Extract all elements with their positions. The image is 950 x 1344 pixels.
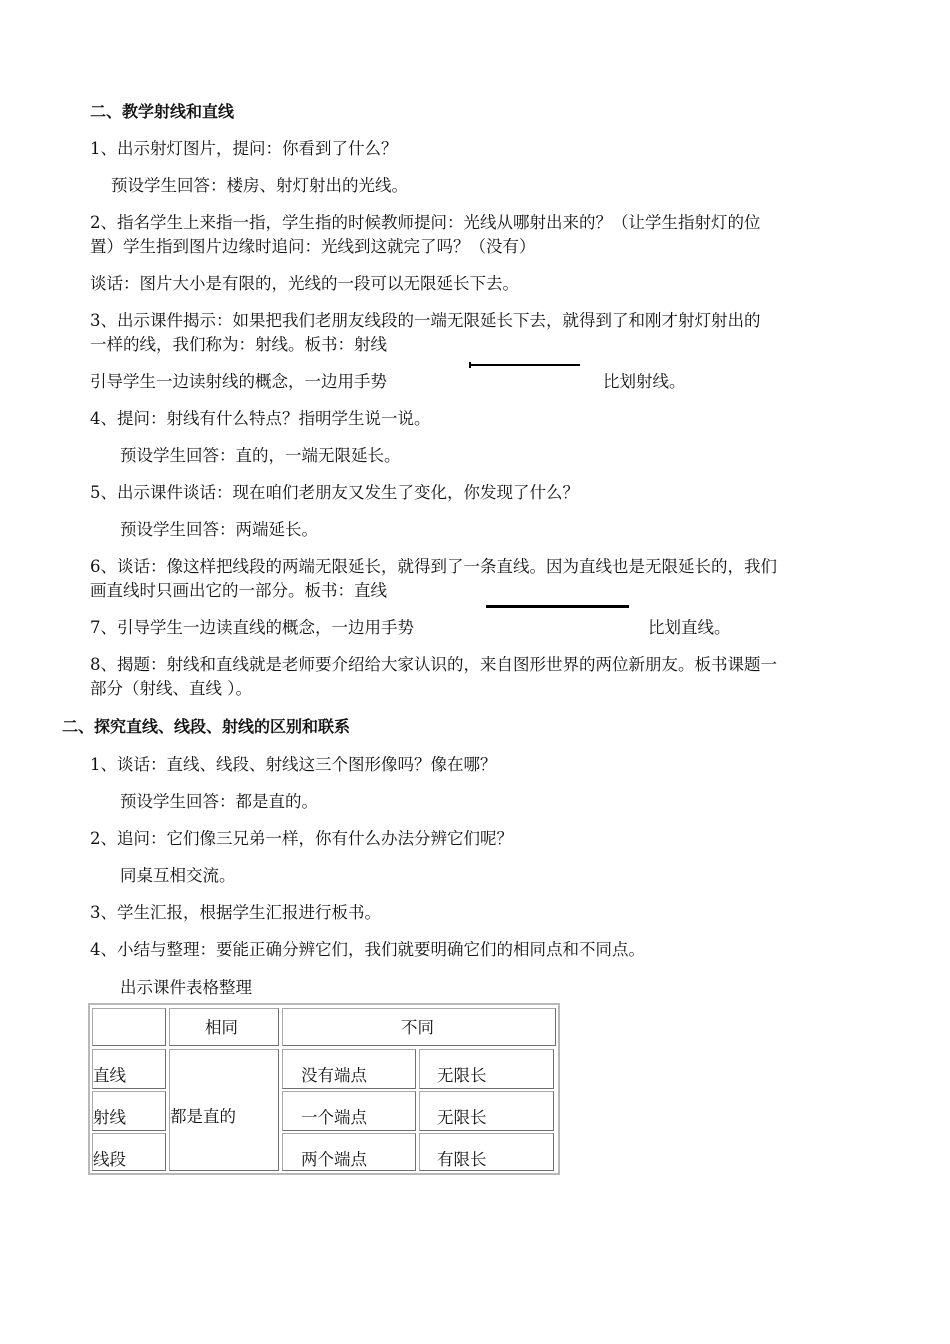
table-header-blank	[92, 1008, 166, 1046]
paragraph-6-line-1: 6、谈话：像这样把线段的两端无限延长，就得到了一条直线。因为直线也是无限延长的，我们	[90, 557, 777, 576]
question-1: 1、谈话：直线、线段、射线这三个图形像吗？像在哪？	[90, 755, 497, 774]
endpoints-line: 没有端点	[301, 1066, 367, 1085]
question-2-answer: 同桌互相交流。	[120, 866, 236, 885]
line-figure	[486, 605, 629, 608]
comparison-table	[88, 1003, 560, 1175]
question-3: 3、学生汇报，根据学生汇报进行板书。	[90, 903, 381, 922]
question-2: 2、追问：它们像三兄弟一样，你有什么办法分辨它们呢？	[90, 829, 513, 848]
table-cell-endpoints	[282, 1049, 416, 1089]
paragraph-7-right: 比划直线。	[648, 618, 731, 637]
paragraph-5-answer: 预设学生回答：两端延长。	[120, 520, 318, 539]
table-row-name	[92, 1091, 166, 1131]
paragraph-3-gesture-left: 引导学生一边读射线的概念，一边用手势	[90, 372, 387, 391]
endpoints-segment: 两个端点	[301, 1150, 367, 1169]
table-same-merged	[169, 1049, 279, 1171]
table-row-name	[92, 1049, 166, 1089]
table-cell-length	[419, 1133, 554, 1171]
paragraph-4-answer: 预设学生回答：直的，一端无限延长。	[120, 446, 401, 465]
paragraph-8-line-2: 部分（射线、直线 ）。	[90, 679, 252, 698]
paragraph-2-line-1: 2、指名学生上来指一指，学生指的时候教师提问：光线从哪射出来的？（让学生指射灯的位	[90, 213, 761, 232]
same-value-text: 都是直的	[170, 1107, 236, 1126]
question-1-answer: 预设学生回答：都是直的。	[120, 792, 318, 811]
paragraph-8-line-1: 8、揭题：射线和直线就是老师要介绍给大家认识的，来自图形世界的两位新朋友。板书课题一	[90, 655, 777, 674]
table-cell-length	[419, 1049, 554, 1089]
length-line: 无限长	[437, 1066, 487, 1085]
paragraph-3-gesture-right: 比划射线。	[603, 372, 686, 391]
row-name-line: 直线	[93, 1066, 126, 1085]
table-header-same	[169, 1008, 279, 1046]
header-diff-text: 不同	[401, 1018, 434, 1037]
table-header-diff	[282, 1008, 556, 1046]
paragraph-5: 5、出示课件谈话：现在咱们老朋友又发生了变化，你发现了什么？	[90, 483, 579, 502]
table-cell-length	[419, 1091, 554, 1131]
length-ray: 无限长	[437, 1108, 487, 1127]
row-name-ray: 射线	[93, 1108, 126, 1127]
paragraph-3-line-1: 3、出示课件揭示：如果把我们老朋友线段的一端无限延长下去，就得到了和刚才射灯射出的	[90, 311, 761, 330]
question-4-note: 出示课件表格整理	[120, 978, 252, 997]
paragraph-6-line-2: 画直线时只画出它的一部分。板书：直线	[90, 581, 387, 600]
table-cell-endpoints	[282, 1091, 416, 1131]
header-same-text: 相同	[205, 1018, 238, 1037]
paragraph-1: 1、出示射灯图片，提问：你看到了什么？	[90, 139, 398, 158]
length-segment: 有限长	[437, 1150, 487, 1169]
paragraph-2-talk: 谈话：图片大小是有限的，光线的一段可以无限延长下去。	[90, 274, 519, 293]
paragraph-4: 4、提问：射线有什么特点？指明学生说一说。	[90, 409, 431, 428]
section-heading-compare: 二、探究直线、线段、射线的区别和联系	[62, 717, 351, 736]
paragraph-7-left: 7、引导学生一边读直线的概念，一边用手势	[90, 618, 414, 637]
table-cell-endpoints	[282, 1133, 416, 1171]
row-name-segment: 线段	[93, 1150, 126, 1169]
table-row-name	[92, 1133, 166, 1171]
endpoints-ray: 一个端点	[301, 1108, 367, 1127]
paragraph-1-answer: 预设学生回答：楼房、射灯射出的光线。	[111, 176, 408, 195]
paragraph-2-line-2: 置）学生指到图片边缘时追问：光线到这就完了吗？（没有）	[90, 237, 536, 256]
paragraph-3-line-2: 一样的线，我们称为：射线。板书：射线	[90, 335, 387, 354]
section-heading-rays-lines: 二、教学射线和直线	[90, 102, 235, 121]
question-4: 4、小结与整理：要能正确分辨它们，我们就要明确它们的相同点和不同点。	[90, 940, 645, 959]
